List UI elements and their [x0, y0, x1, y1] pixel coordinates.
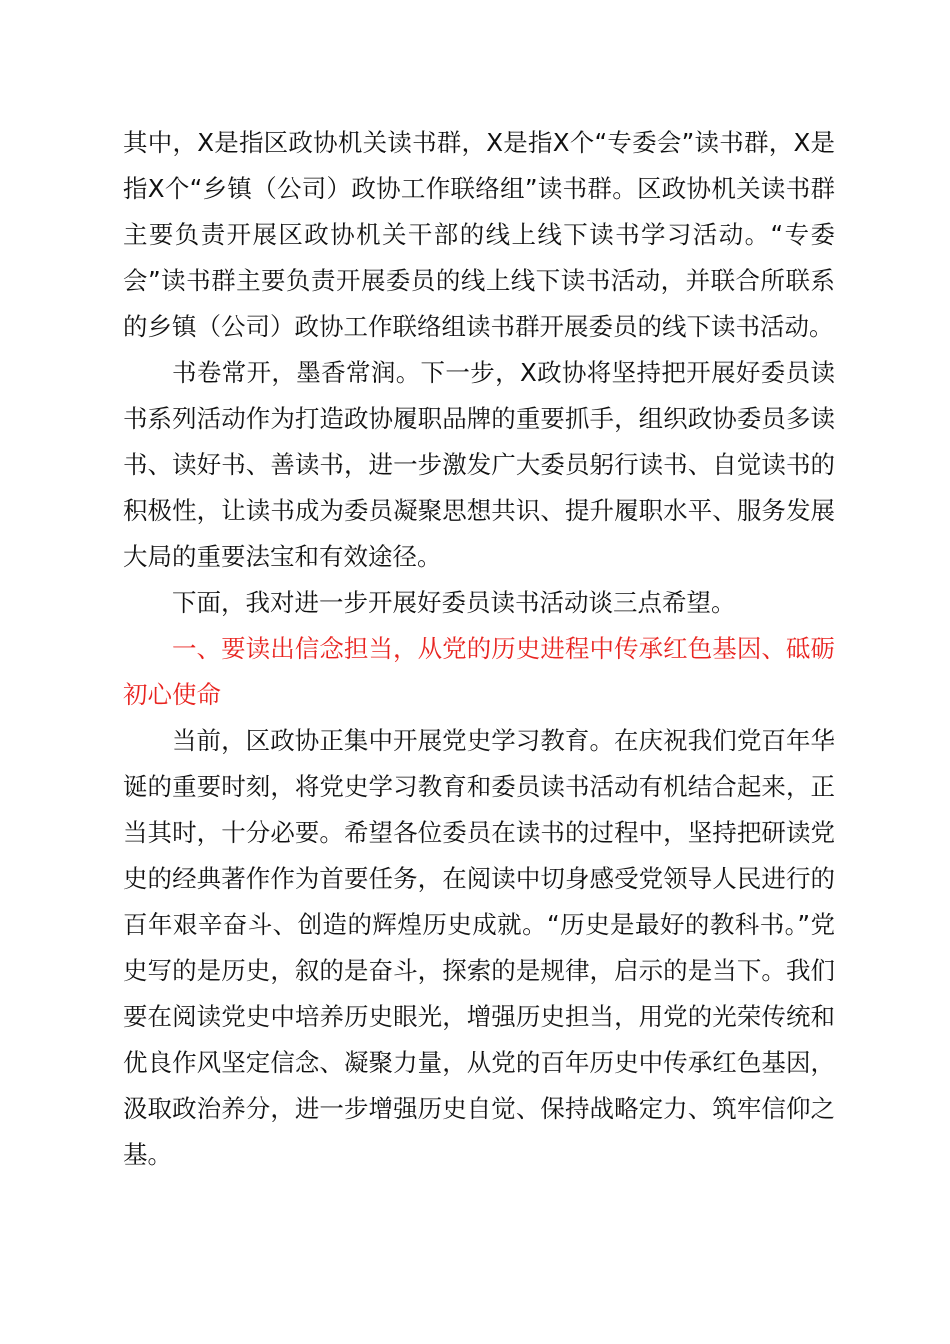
paragraph-next-steps: 书卷常开，墨香常润。下一步，X政协将坚持把开展好委员读书系列活动作为打造政协履职品牌的重要抓手，组织政协委员多读书、读好书、善读书，进一步激发广大委员躬行读书、自觉读书的积极性，让读书成为委员凝聚思想共识、提升履职水平、服务发展大局的重要法宝和有效途径。: [123, 358, 835, 571]
document-body: [123, 120, 835, 1178]
paragraph-party-history: 当前，区政协正集中开展党史学习教育。在庆祝我们党百年华诞的重要时刻，将党史学习教育和委员读书活动有机结合起来，正当其时，十分必要。希望各位委员在读书的过程中，坚持把研读党史的经典著作作为首要任务，在阅读中切身感受党领导人民进行的百年艰辛奋斗、创造的辉煌历史成就。“历史是最好的教科书。”党史写的是历史，叙的是奋斗，探索的是规律，启示的是当下。我们要在阅读党史中培养历史眼光，增强历史担当，用党的光荣传统和优良作风坚定信念、凝聚力量，从党的百年历史中传承红色基因，汲取政治养分，进一步增强历史自觉、保持战略定力、筑牢信仰之基。: [123, 726, 835, 1169]
section-heading-one: 一、要读出信念担当，从党的历史进程中传承红色基因、砥砺初心使命: [123, 634, 835, 709]
paragraph-reading-groups: 其中，X是指区政协机关读书群，X是指X个“专委会”读书群，X是指X个“乡镇（公司）政协工作联络组”读书群。区政协机关读书群主要负责开展区政协机关干部的线上线下读书学习活动。“专委会”读书群主要负责开展委员的线上线下读书活动，并联合所联系的乡镇（公司）政协工作联络组读书群开展委员的线下读书活动。: [123, 128, 835, 341]
paragraph-three-hopes-intro: 下面，我对进一步开展好委员读书活动谈三点希望。: [172, 588, 736, 617]
